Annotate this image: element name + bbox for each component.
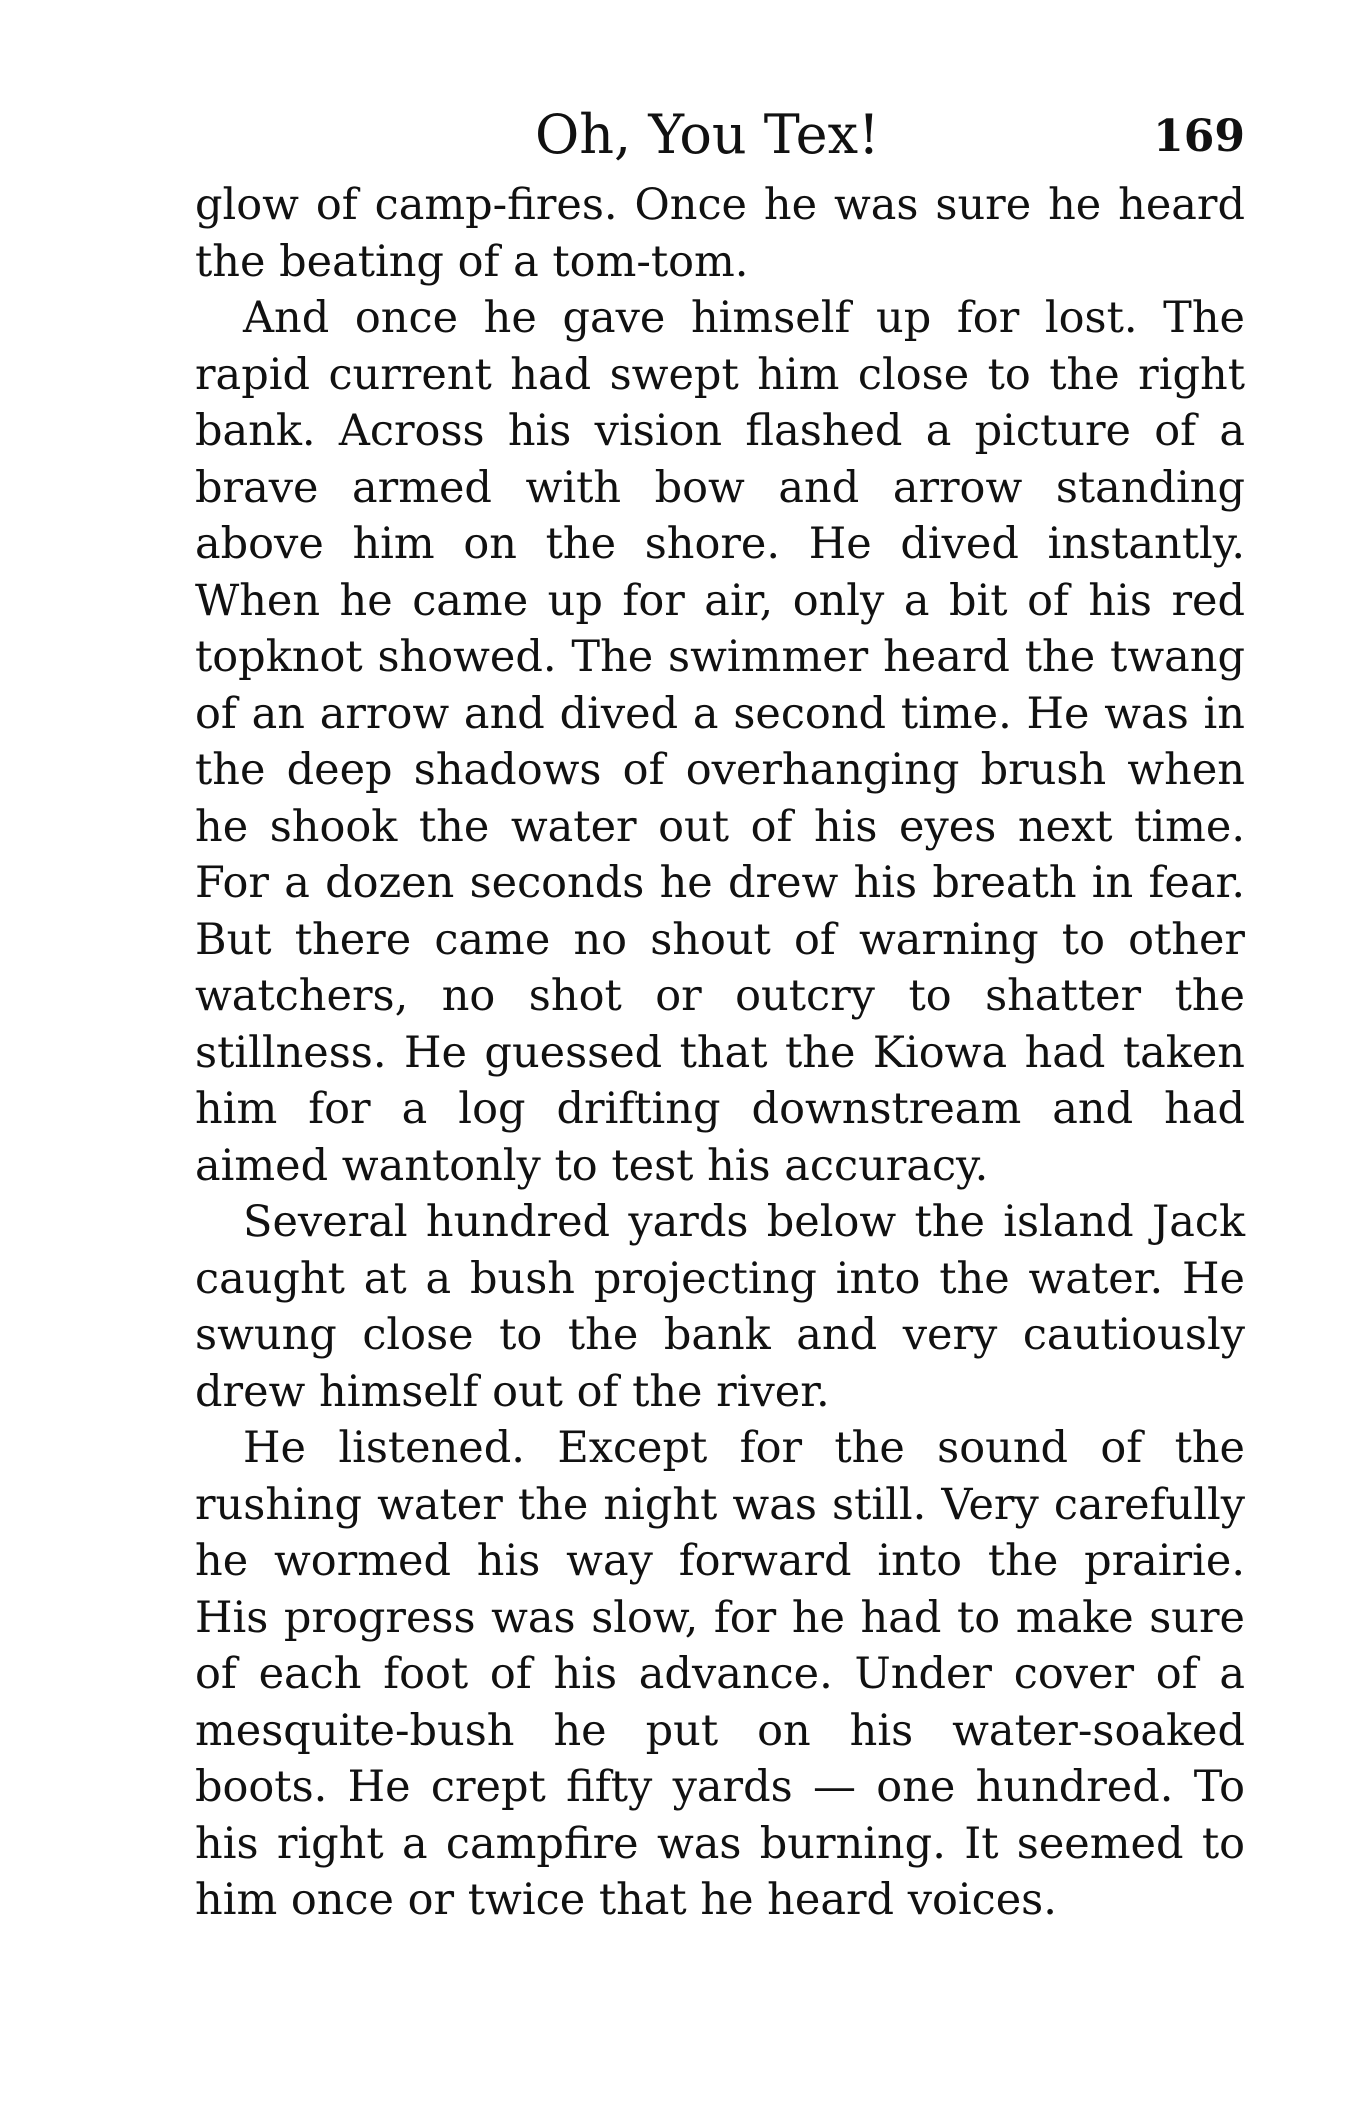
book-title: Oh, You Tex! (535, 103, 880, 166)
book-page (195, 95, 1245, 2035)
page-text (195, 177, 1245, 1929)
paragraph-continued: glow of camp-fires. Once he was sure he heard the beating of a tom-tom. (195, 180, 1245, 287)
paragraph-prairie: He listened. Except for the sound of the rushing water the night was still. Very carefully he wormed his way forward into the prairie. His progress was slow, for he had to make sure of each foot of his advance. Under cover of a mesquite-bush he put on his water-soaked boots. He crept fifty yards — one hundred. To his right a campfire was burning. It seemed to him once or twice that he heard voices. (195, 1423, 1245, 1925)
paragraph-river-bank: Several hundred yards below the island Jack caught at a bush projecting into the water. He swung close to the bank and very cautiously drew himself out of the river. (195, 1197, 1245, 1417)
paragraph-escape: And once he gave himself up for lost. The rapid current had swept him close to the right bank. Across his vision flashed a picture of a brave armed with bow and arrow standing above him on the shore. He dived instantly. When he came up for air, only a bit of his red topknot showed. The swimmer heard the twang of an arrow and dived a second time. He was in the deep shadows of overhanging brush when he shook the water out of his eyes next time. For a dozen seconds he drew his breath in fear. But there came no shout of warning to other watchers, no shot or outcry to shatter the stillness. He guessed that the Kiowa had taken him for a log drifting downstream and had aimed wantonly to test his accuracy. (195, 293, 1245, 1191)
running-head (195, 95, 1245, 177)
page-number: 169 (1153, 111, 1245, 162)
